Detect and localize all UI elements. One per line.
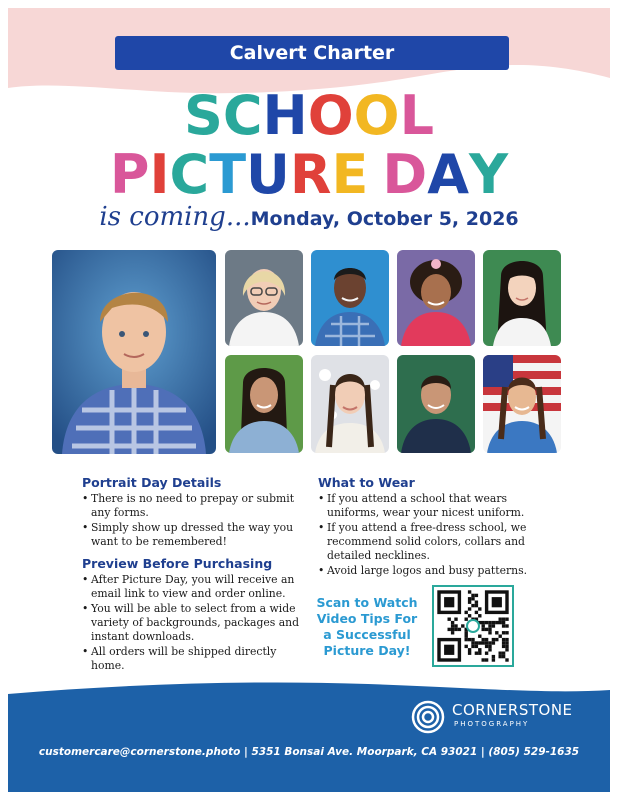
girl-flag-background-portrait-image: [483, 355, 561, 453]
is-coming-text: is coming...: [99, 202, 251, 232]
title-letter: T: [209, 143, 247, 206]
title-letter: O: [353, 84, 400, 147]
boy-portrait-image: [52, 250, 216, 454]
scan-to-watch-text: [308, 595, 426, 659]
portrait-photo-3: [311, 250, 389, 346]
left-info-column: [82, 476, 302, 681]
portrait-day-heading: Portrait Day Details: [82, 475, 222, 490]
list-item: • If you attend a school that wears uniforms, wear your nicest uniform.: [318, 492, 540, 520]
title-letter: [368, 145, 382, 205]
portrait-photo-8: [397, 355, 475, 453]
scan-line-4: Picture Day!: [323, 643, 411, 658]
girl-denim-jacket-portrait-image: [225, 355, 303, 453]
preview-heading: Preview Before Purchasing: [82, 556, 273, 571]
school-name: Calvert Charter: [229, 42, 395, 64]
event-date-line: [8, 202, 610, 232]
portrait-photo-4: [397, 250, 475, 346]
title-letter: L: [399, 84, 434, 147]
event-date: Monday, October 5, 2026: [250, 208, 519, 230]
girl-curly-hair-portrait-image: [397, 250, 475, 346]
portrait-day-list: [82, 492, 302, 549]
girl-braids-portrait-image: [311, 355, 389, 453]
right-info-column: [318, 476, 540, 586]
title-school: [8, 86, 610, 146]
title-letter: I: [149, 143, 170, 206]
title-picture-day: [8, 145, 610, 205]
scan-line-3: a Successful: [323, 627, 411, 642]
brand-name: CORNERSTONE: [452, 701, 573, 719]
contact-info: customercare@cornerstone.photo | 5351 Bonsai Ave. Moorpark, CA 93021 | (805) 529-1635: [38, 746, 580, 758]
list-item: • Avoid large logos and busy patterns.: [318, 564, 540, 578]
boy-dark-shirt-portrait-image: [397, 355, 475, 453]
scan-line-1: Scan to Watch: [316, 595, 418, 610]
list-item: • There is no need to prepay or submit any forms.: [82, 492, 302, 520]
boy-blue-shirt-portrait-image: [311, 250, 389, 346]
list-item: • Simply show up dressed the way you want to be remembered!: [82, 521, 302, 549]
list-item: • All orders will be shipped directly home.: [82, 645, 302, 673]
title-letter: A: [427, 143, 469, 206]
portrait-photo-7: [311, 355, 389, 453]
title-letter: Y: [469, 143, 509, 206]
portrait-photo-2: [225, 250, 303, 346]
title-letter: R: [289, 143, 332, 206]
title-letter: P: [109, 143, 150, 206]
portrait-photo-9: [483, 355, 561, 453]
title-letter: C: [222, 84, 263, 147]
list-item: • After Picture Day, you will receive an email link to view and order online.: [82, 573, 302, 601]
title-letter: S: [184, 84, 223, 147]
title-letter: D: [382, 143, 428, 206]
school-name-banner: [115, 36, 509, 70]
what-to-wear-heading: What to Wear: [318, 475, 415, 490]
title-letter: E: [331, 143, 369, 206]
title-letter: H: [262, 84, 308, 147]
scan-line-2: Video Tips For: [316, 611, 418, 626]
portrait-photo-main: [52, 250, 216, 454]
qr-code[interactable]: [432, 585, 514, 667]
qr-code-image: [434, 587, 512, 665]
girl-glasses-portrait-image: [225, 250, 303, 346]
footer: [8, 680, 610, 792]
title-letter: O: [307, 84, 354, 147]
what-to-wear-list: [318, 492, 540, 578]
portrait-photo-6: [225, 355, 303, 453]
title-letter: C: [169, 143, 210, 206]
list-item: • You will be able to select from a wide variety of backgrounds, packages and instant downloads.: [82, 602, 302, 644]
portrait-photo-5: [483, 250, 561, 346]
flyer: [8, 8, 610, 792]
footer-wave-background: [8, 680, 610, 792]
girl-long-hair-portrait-image: [483, 250, 561, 346]
cornerstone-logo-icon: [411, 700, 445, 734]
title-letter: U: [246, 143, 290, 206]
list-item: • If you attend a free-dress school, we recommend solid colors, collars and detailed necklines.: [318, 521, 540, 563]
preview-list: [82, 573, 302, 673]
brand-subtitle: PHOTOGRAPHY: [454, 720, 530, 728]
